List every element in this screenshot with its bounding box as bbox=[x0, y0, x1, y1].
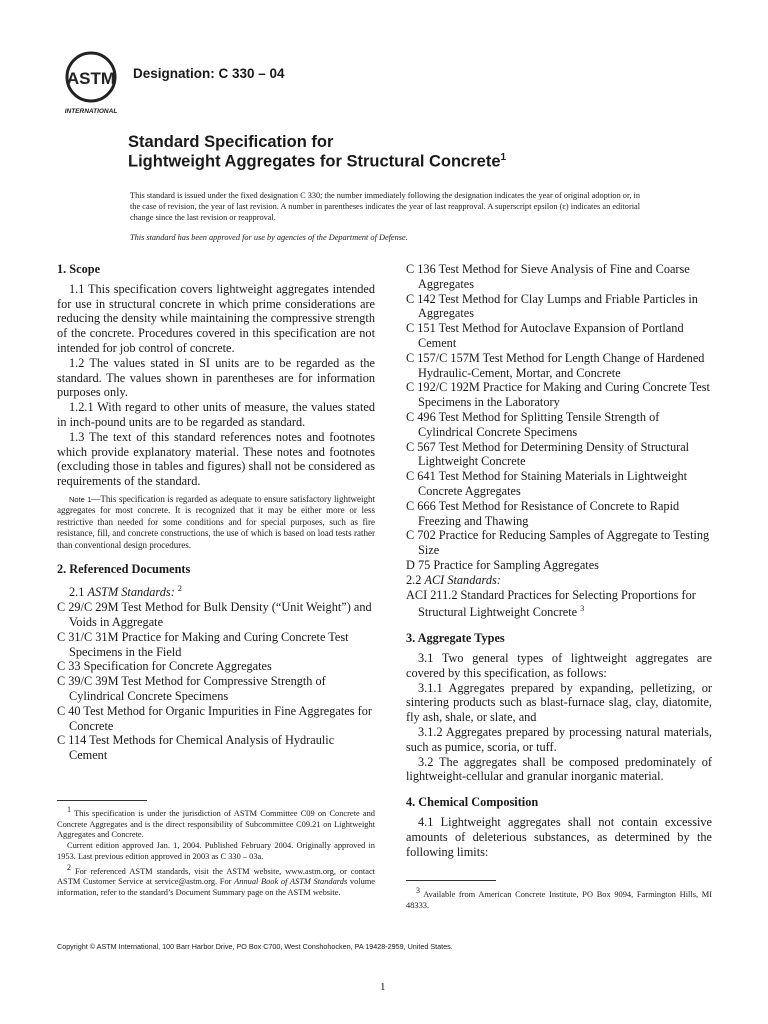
section-2-2-number: 2.2 bbox=[406, 572, 422, 587]
page-number: 1 bbox=[380, 981, 386, 993]
dod-notice: This standard has been approved for use by agencies of the Department of Defense. bbox=[130, 233, 408, 242]
footnote-1-text: This specification is under the jurisdiction of ASTM Committee C09 on Concrete and Concrete Aggregates and is the direct responsibility of Subcommittee C09.21 on Lightweight Aggregates and Concrete. bbox=[57, 808, 375, 840]
title-text: Lightweight Aggregates for Structural Concrete bbox=[128, 152, 501, 171]
left-column bbox=[57, 262, 375, 763]
section-2-1 bbox=[57, 582, 375, 600]
reference-item: C 40 Test Method for Organic Impurities in Fine Aggregates for Concrete bbox=[57, 703, 372, 733]
reference-item: C 567 Test Method for Determining Density of Structural Lightweight Concrete bbox=[406, 439, 690, 469]
footnote-3-mark-bottom: 3 bbox=[416, 886, 420, 895]
aci-reference bbox=[406, 588, 712, 621]
section-3-1-2: 3.1.2 Aggregates prepared by processing natural materials, such as pumice, scoria, or tuff. bbox=[406, 725, 712, 754]
reference-item: C 641 Test Method for Staining Materials in Lightweight Concrete Aggregates bbox=[406, 469, 688, 498]
reference-item: C 157/C 157M Test Method for Length Change of Hardened Hydraulic-Cement, Mortar, and Concrete bbox=[406, 350, 705, 380]
copyright: Copyright © ASTM International, 100 Barr Harbor Drive, PO Box C700, West Conshohocken, PA 19428-2959, United States. bbox=[57, 942, 453, 951]
reference-item: C 114 Test Methods for Chemical Analysis of Hydraulic Cement bbox=[57, 733, 335, 763]
footnote-3-mark: 3 bbox=[580, 604, 585, 614]
footnote-2-italic: Annual Book of ASTM Standards bbox=[234, 877, 348, 887]
astm-logo bbox=[60, 50, 122, 118]
svg-text:ASTM: ASTM bbox=[66, 69, 116, 88]
reference-item: D 75 Practice for Sampling Aggregates bbox=[406, 557, 599, 572]
footnote-1b: Current edition approved Jan. 1, 2004. Published February 2004. Originally approved in 1953. Last previous edition approved in 2003 as C 330 – 03a. bbox=[57, 841, 375, 861]
footnote-rule-left bbox=[57, 800, 147, 801]
reference-item: C 136 Test Method for Sieve Analysis of Fine and Coarse Aggregates bbox=[406, 262, 690, 291]
reference-item: C 192/C 192M Practice for Making and Curing Concrete Test Specimens in the Laboratory bbox=[406, 380, 710, 410]
footnote-2-text-a: For referenced ASTM standards, visit the ASTM website, www.astm.org, or contact ASTM Customer Service at service@astm.org. For bbox=[57, 866, 375, 887]
reference-item: C 29/C 29M Test Method for Bulk Density (“Unit Weight”) and Voids in Aggregate bbox=[57, 600, 372, 629]
footnote-rule-right bbox=[406, 880, 496, 881]
footnote-1a bbox=[57, 805, 375, 841]
title-footnote-mark: 1 bbox=[500, 152, 507, 163]
section-1-1: 1.1 This specification covers lightweight aggregates intended for use in structural concrete in which prime considerations are reducing the density while maintaining the compressive strength of the concrete. Procedures covered in this specification are not intended for job control of concrete. bbox=[57, 281, 375, 355]
reference-item: C 31/C 31M Practice for Making and Curing Concrete Test Specimens in the Field bbox=[57, 629, 349, 659]
title-line-1: Standard Specification for bbox=[128, 133, 334, 151]
aci-reference-text: ACI 211.2 Standard Practices for Selecting Proportions for Structural Lightweight Concrete bbox=[406, 587, 696, 620]
section-2-2 bbox=[406, 573, 712, 588]
right-column bbox=[406, 262, 712, 859]
reference-item: C 496 Test Method for Splitting Tensile Strength of Cylindrical Concrete Specimens bbox=[406, 409, 660, 439]
svg-text:INTERNATIONAL: INTERNATIONAL bbox=[64, 108, 118, 115]
footnotes-left bbox=[57, 805, 375, 899]
section-3-1: 3.1 Two general types of lightweight aggregates are covered by this specification, as follows: bbox=[406, 651, 712, 680]
referenced-documents-heading: 2. Referenced Documents bbox=[57, 562, 191, 577]
designation: Designation: C 330 – 04 bbox=[133, 66, 285, 81]
footnotes-right bbox=[406, 886, 712, 911]
reference-item: C 33 Specification for Concrete Aggregates bbox=[57, 659, 272, 674]
footnote-1-mark: 1 bbox=[67, 805, 71, 814]
section-3-1-1: 3.1.1 Aggregates prepared by expanding, pelletizing, or sintering products such as blast-furnace slag, clay, diatomite, fly ash, shale, or slate, and bbox=[406, 680, 712, 725]
section-1-2: 1.2 The values stated in SI units are to be regarded as the standard. The values shown in parentheses are for information purposes only. bbox=[57, 355, 375, 400]
footnote-3-text: Available from American Concrete Institute, PO Box 9094, Farmington Hills, MI 48333. bbox=[406, 889, 712, 910]
section-4-1: 4.1 Lightweight aggregates shall not contain excessive amounts of deleterious substances, as determined by the following limits: bbox=[406, 814, 712, 859]
section-2-1-number: 2.1 bbox=[69, 585, 85, 600]
note-1-label: Note 1 bbox=[69, 494, 92, 504]
section-1-2-1: 1.2.1 With regard to other units of measure, the values stated in inch-pound units are to be regarded as standard. bbox=[57, 400, 375, 429]
title-line-2 bbox=[128, 152, 506, 172]
reference-item: C 666 Test Method for Resistance of Concrete to Rapid Freezing and Thawing bbox=[406, 498, 680, 528]
reference-item: C 39/C 39M Test Method for Compressive Strength of Cylindrical Concrete Specimens bbox=[57, 674, 326, 703]
astm-standards-label: ASTM Standards: bbox=[87, 585, 175, 600]
footnote-3 bbox=[406, 886, 712, 911]
reference-item: C 151 Test Method for Autoclave Expansion of Portland Cement bbox=[406, 321, 684, 350]
reference-item: C 142 Test Method for Clay Lumps and Friable Particles in Aggregates bbox=[406, 291, 698, 321]
section-3-2: 3.2 The aggregates shall be composed predominately of lightweight-cellular and granular inorganic material. bbox=[406, 754, 712, 784]
chemical-composition-heading: 4. Chemical Composition bbox=[406, 795, 539, 810]
scope-heading: 1. Scope bbox=[57, 262, 101, 276]
reference-item: C 702 Practice for Reducing Samples of Aggregate to Testing Size bbox=[406, 528, 710, 558]
footnote-2-mark-bottom: 2 bbox=[67, 862, 71, 872]
footnote-2 bbox=[57, 863, 375, 899]
note-1 bbox=[57, 494, 375, 552]
aci-standards-label: ACI Standards: bbox=[424, 572, 501, 587]
footnote-2-text-b: volume information, refer to the standard’s Document Summary page on the ASTM website. bbox=[57, 877, 376, 898]
aggregate-types-heading: 3. Aggregate Types bbox=[406, 631, 505, 646]
note-1-text: —This specification is regarded as adequate to ensure satisfactory lightweight aggregates for most concrete. It is recognized that it may be either more or less restrictive than needed for some conditions and for special purposes, such as fire resistance, fill, and concrete constructions, the use of which is based on load tests rather than conventional design procedures. bbox=[57, 493, 375, 550]
section-1-3: 1.3 The text of this standard references notes and footnotes which provide explanatory material. These notes and footnotes (excluding those in tables and figures) shall not be considered as requirements of the standard. bbox=[57, 429, 375, 489]
footnote-2-mark: 2 bbox=[177, 584, 182, 594]
preamble: This standard is issued under the fixed designation C 330; the number immediately following the designation indicates the year of original adoption or, in the case of revision, the year of last revision. A number in parentheses indicates the year of last reapproval. A superscript epsilon (ε) indicates an editorial change since the last revision or reapproval. bbox=[130, 191, 640, 222]
